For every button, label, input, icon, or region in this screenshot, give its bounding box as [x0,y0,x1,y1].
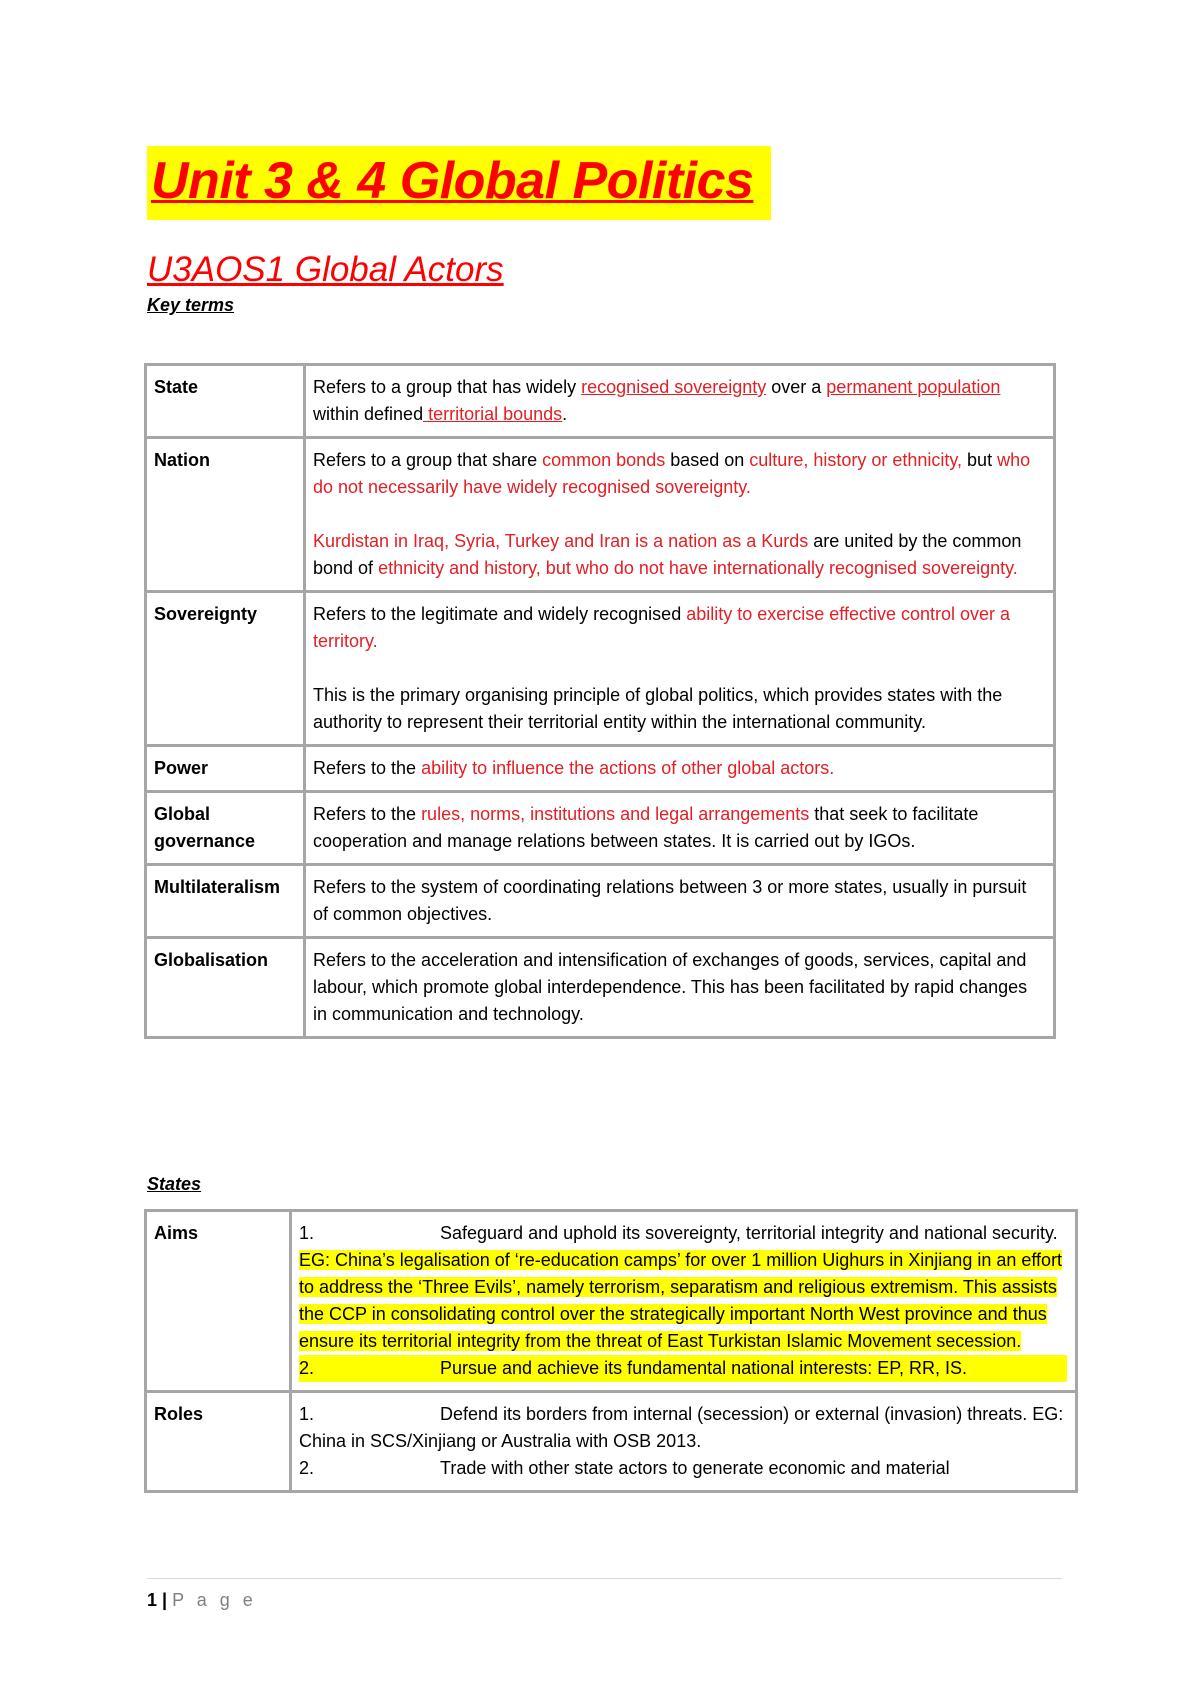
states-label: States [147,1174,202,1194]
footer-separator: | [162,1590,168,1610]
definition-cell: Refers to the system of coordinating relations between 3 or more states, usually in pursuit of common objectives. [305,865,1055,938]
term-cell: Global governance [146,792,305,865]
table-row [146,938,1055,1038]
definition-cell: Refers to the acceleration and intensification of exchanges of goods, services, capital and labour, which promote global interdependence. This has been facilitated by rapid changes in communication and technology. [305,938,1055,1038]
aims-label: Aims [146,1211,291,1392]
roles-label: Roles [146,1392,291,1492]
document-title: Unit 3 & 4 Global Politics [147,146,771,220]
table-row [146,1211,1077,1392]
term-cell: Power [146,746,305,792]
table-row [146,1392,1077,1492]
table-row [146,365,1055,438]
key-terms-label: Key terms [147,295,235,315]
table-row [146,746,1055,792]
list-item: 2. Trade with other state actors to generate economic and material [299,1458,950,1478]
roles-cell [291,1392,1077,1492]
section-heading: U3AOS1 Global Actors [147,250,504,289]
term-cell: Globalisation [146,938,305,1038]
page-label: P a g e [172,1590,257,1610]
page-footer [147,1590,257,1611]
definition-cell: Refers to the ability to influence the actions of other global actors. [305,746,1055,792]
definition-cell: Refers to a group that has widely recognised sovereignty over a permanent population within defined territorial bounds. [305,365,1055,438]
list-item: 2. Pursue and achieve its fundamental national interests: EP, RR, IS. [299,1355,1067,1382]
term-cell: Sovereignty [146,592,305,746]
aims-cell [291,1211,1077,1392]
table-row [146,592,1055,746]
definition-cell: Refers to a group that share common bonds based on culture, history or ethnicity, but who do not necessarily have widely recognised sovereignty. Kurdistan in Iraq, Syria, Turkey and Iran is a nation as a Kurds are united by the common bond of ethnicity and history, but who do not have internationally recognised sovereignty. [305,438,1055,592]
table-row [146,438,1055,592]
table-row [146,865,1055,938]
definition-cell: Refers to the rules, norms, institutions and legal arrangements that seek to facilitate cooperation and manage relations between states. It is carried out by IGOs. [305,792,1055,865]
list-item: 1. Defend its borders from internal (secession) or external (invasion) threats. EG: China in SCS/Xinjiang or Australia with OSB 2013. [299,1404,1064,1451]
term-cell: State [146,365,305,438]
term-cell: Nation [146,438,305,592]
page-number: 1 [147,1590,158,1610]
footer-divider [147,1578,1062,1579]
table-row [146,792,1055,865]
list-item: 1. Safeguard and uphold its sovereignty, territorial integrity and national security. EG: China’s legalisation of ‘re-education camps’ for over 1 million Uighurs in Xinjiang in an effort to address the ‘Three Evils’, namely terrorism, separatism and religious extremism. This assists the CCP in consolidating control over the strategically important North West province and thus ensure its territorial integrity from the threat of East Turkistan Islamic Movement secession. [299,1223,1063,1351]
definition-cell: Refers to the legitimate and widely recognised ability to exercise effective control over a territory. This is the primary organising principle of global politics, which provides states with the authority to represent their territorial entity within the international community. [305,592,1055,746]
key-terms-table [144,363,1056,1039]
states-table [144,1209,1078,1493]
term-cell: Multilateralism [146,865,305,938]
